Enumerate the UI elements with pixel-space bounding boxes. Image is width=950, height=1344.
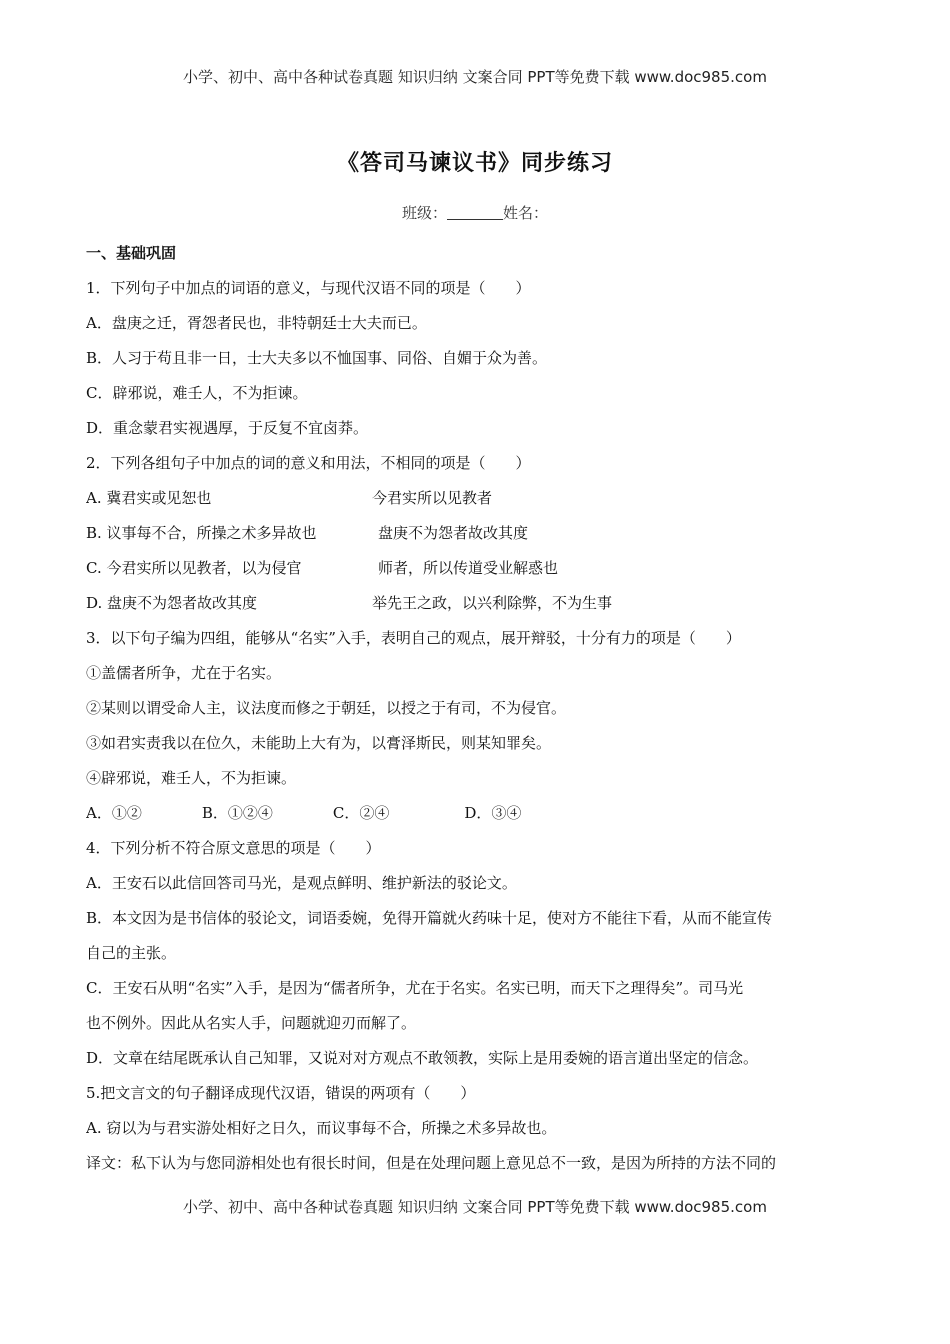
q2-d-left: D. 盘庚不为怨者故改其度 bbox=[86, 594, 258, 612]
q2-b-left: B. 议事每不合，所操之术多异故也 bbox=[86, 524, 317, 542]
page-title: 《答司马谏议书》同步练习 bbox=[336, 150, 613, 176]
q3-sentence-2: ②某则以谓受命人主，议法度而修之于朝廷，以授之于有司，不为侵官。 bbox=[86, 699, 567, 717]
q5-option-a: A. 窃以为与君实游处相好之日久，而议事每不合，所操之术多异故也。 bbox=[86, 1119, 557, 1137]
section-heading: 一、基础巩固 bbox=[86, 244, 177, 262]
q2-stem: 2．下列各组句子中加点的词的意义和用法，不相同的项是（ ） bbox=[86, 454, 531, 472]
q2-b-right: 盘庚不为怨者故改其度 bbox=[378, 524, 529, 542]
q2-option-b bbox=[86, 516, 866, 551]
q4-option-a: A．王安石以此信回答司马光，是观点鲜明、维护新法的驳论文。 bbox=[86, 874, 517, 892]
q1-option-d: D．重念蒙君实视遇厚，于反复不宜卤莽。 bbox=[86, 419, 369, 437]
q1-option-b: B．人习于苟且非一日，士大夫多以不恤国事、同俗、自媚于众为善。 bbox=[86, 349, 548, 367]
class-name-line bbox=[0, 202, 950, 223]
q2-c-right: 师者，所以传道受业解惑也 bbox=[378, 559, 559, 577]
q4-option-c-line2: 也不例外。因此从名实人手，问题就迎刃而解了。 bbox=[86, 1014, 417, 1032]
q1-stem: 1．下列句子中加点的词语的意义，与现代汉语不同的项是（ ） bbox=[86, 279, 531, 297]
q2-c-left: C. 今君实所以见教者，以为侵官 bbox=[86, 559, 302, 577]
q4-stem: 4．下列分析不符合原文意思的项是（ ） bbox=[86, 839, 381, 857]
q1-option-a: A．盘庚之迁，胥怨者民也，非特朝廷士大夫而已。 bbox=[86, 314, 427, 332]
q4-option-b-line2: 自己的主张。 bbox=[86, 944, 177, 962]
q4-option-b-line1: B．本文因为是书信体的驳论文，词语委婉，免得开篇就火药味十足，使对方不能往下看，从而不能宣传 bbox=[86, 909, 773, 927]
q2-option-c bbox=[86, 551, 866, 586]
q2-d-right: 举先王之政，以兴利除弊，不为生事 bbox=[372, 594, 613, 612]
class-blank bbox=[447, 205, 503, 220]
q3-sentence-4: ④辟邪说，难壬人，不为拒谏。 bbox=[86, 769, 297, 787]
class-label: 班级： bbox=[401, 204, 447, 222]
page-header: 小学、初中、高中各种试卷真题 知识归纳 文案合同 PPT等免费下载 www.doc985.com bbox=[183, 68, 767, 86]
exercise-content bbox=[86, 236, 866, 1181]
q2-option-a bbox=[86, 481, 866, 516]
q3-options: A．①② B．①②④ C．②④ D．③④ bbox=[86, 804, 522, 822]
q2-a-right: 今君实所以见教者 bbox=[372, 489, 493, 507]
q3-sentence-3: ③如君实责我以在位久，未能助上大有为，以膏泽斯民，则某知罪矣。 bbox=[86, 734, 552, 752]
q5-stem: 5.把文言文的句子翻译成现代汉语，错误的两项有（ ） bbox=[86, 1084, 476, 1102]
q2-a-left: A. 冀君实或见恕也 bbox=[86, 489, 212, 507]
q4-option-c-line1: C．王安石从明“名实”入手，是因为“儒者所争，尤在于名实。名实已明，而天下之理得矣”。司马光 bbox=[86, 979, 744, 997]
q3-sentence-1: ①盖儒者所争，尤在于名实。 bbox=[86, 664, 282, 682]
page-footer: 小学、初中、高中各种试卷真题 知识归纳 文案合同 PPT等免费下载 www.doc985.com bbox=[183, 1198, 767, 1216]
q4-option-d: D．文章在结尾既承认自己知罪，又说对对方观点不敢领教，实际上是用委婉的语言道出坚定的信念。 bbox=[86, 1049, 759, 1067]
q5-translation: 译文：私下认为与您同游相处也有很长时间，但是在处理问题上意见总不一致，是因为所持的方法不同的 bbox=[86, 1154, 777, 1172]
q2-option-d bbox=[86, 586, 866, 621]
q3-stem: 3．以下句子编为四组，能够从“名实”入手，表明自己的观点，展开辩驳，十分有力的项是（ ） bbox=[86, 629, 741, 647]
name-label: 姓名： bbox=[503, 204, 549, 222]
q1-option-c: C．辟邪说，难壬人，不为拒谏。 bbox=[86, 384, 308, 402]
